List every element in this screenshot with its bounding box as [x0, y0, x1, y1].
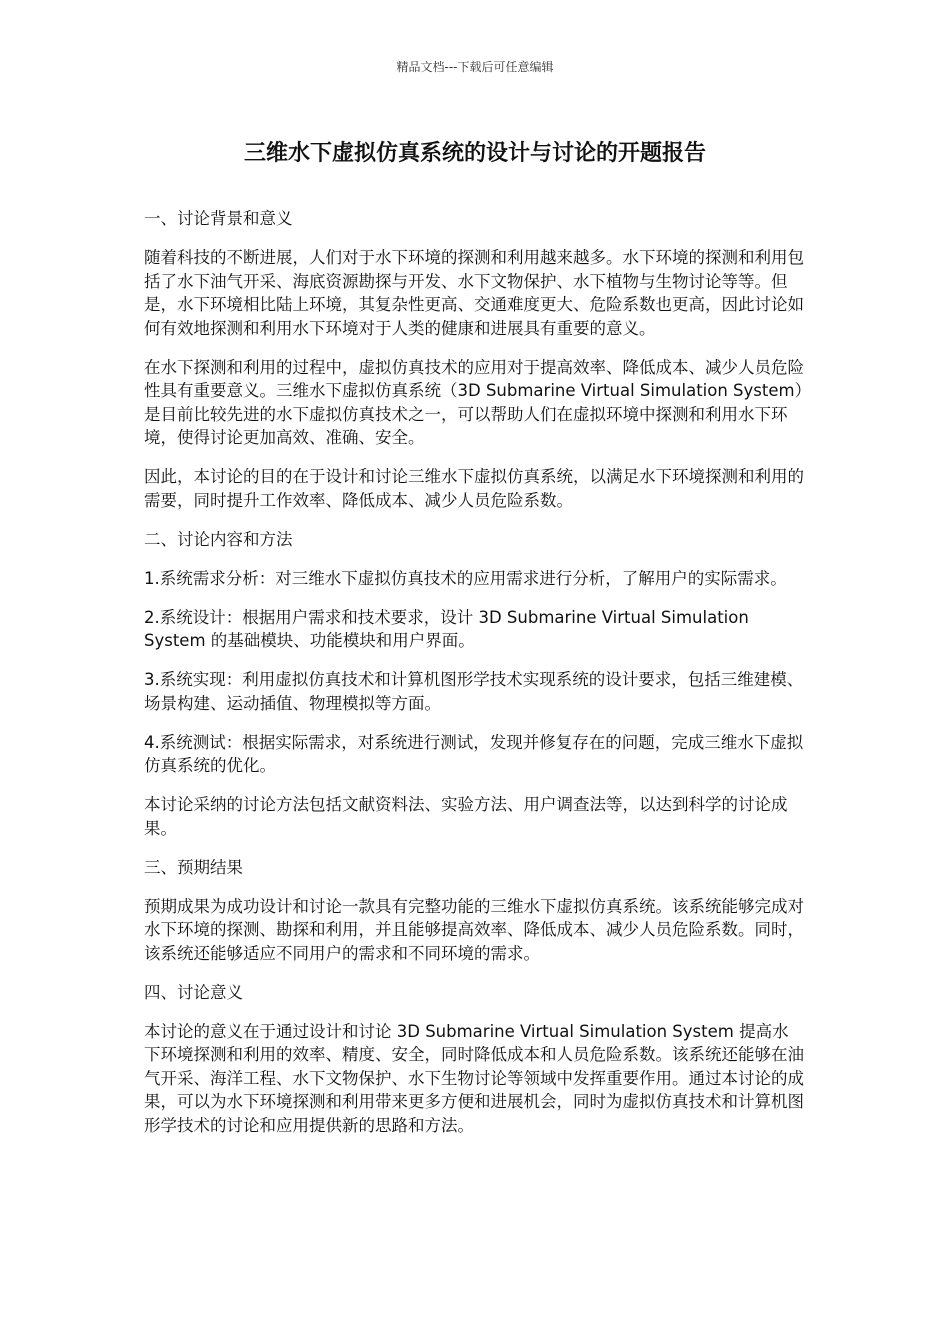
paragraph: 因此，本讨论的目的在于设计和讨论三维水下虚拟仿真系统，以满足水下环境探测和利用的需要，同时提升工作效率、降低成本、减少人员危险系数。 — [144, 467, 804, 510]
list-item: 4.系统测试：根据实际需求，对系统进行测试，发现并修复存在的问题，完成三维水下虚拟仿真系统的优化。 — [144, 732, 804, 775]
section-heading-expected-results: 三、预期结果 — [144, 857, 243, 877]
document-body — [144, 207, 804, 1153]
list-item: 1.系统需求分析：对三维水下虚拟仿真技术的应用需求进行分析，了解用户的实际需求。 — [144, 568, 787, 588]
paragraph: 预期成果为成功设计和讨论一款具有完整功能的三维水下虚拟仿真系统。该系统能够完成对水下环境的探测、勘探和利用，并且能够提高效率、降低成本、减少人员危险系数。同时，该系统还能够适应不同用户的需求和不同环境的需求。 — [144, 896, 804, 963]
section-heading-significance: 四、讨论意义 — [144, 982, 243, 1002]
paragraph: 本讨论采纳的讨论方法包括文献资料法、实验方法、用户调查法等，以达到科学的讨论成果。 — [144, 795, 788, 838]
section-heading-background: 一、讨论背景和意义 — [144, 209, 293, 228]
paragraph: 本讨论的意义在于通过设计和讨论 3D Submarine Virtual Simulation System 提高水下环境探测和利用的效率、精度、安全，同时降低成本和人员危险系数。该系统还能够在油气开采、海洋工程、水下文物保护、水下生物讨论等领域中发挥重要作用。通过本讨论的成果，可以为水下环境探测和利用带来更多方便和进展机会，同时为虚拟仿真技术和计算机图形学技术的讨论和应用提供新的思路和方法。 — [144, 1021, 804, 1135]
section-heading-content-methods: 二、讨论内容和方法 — [144, 529, 293, 549]
paragraph: 随着科技的不断进展，人们对于水下环境的探测和利用越来越多。水下环境的探测和利用包括了水下油气开采、海底资源勘探与开发、水下文物保护、水下植物与生物讨论等等。但是，水下环境相比陆上环境，其复杂性更高、交通难度更大、危险系数也更高，因此讨论如何有效地探测和利用水下环境对于人类的健康和进展具有重要的意义。 — [144, 248, 804, 338]
paragraph: 在水下探测和利用的过程中，虚拟仿真技术的应用对于提高效率、降低成本、减少人员危险性具有重要意义。三维水下虚拟仿真系统（3D Submarine Virtual Simulation System）是目前比较先进的水下虚拟仿真技术之一，可以帮助人们在虚拟环境中探测和利用水下环境，使得讨论更加高效、准确、安全。 — [144, 357, 804, 447]
list-item: 3.系统实现：利用虚拟仿真技术和计算机图形学技术实现系统的设计要求，包括三维建模、场景构建、运动插值、物理模拟等方面。 — [144, 670, 804, 713]
document-title: 三维水下虚拟仿真系统的设计与讨论的开题报告 — [243, 141, 706, 166]
header-note: 精品文档---下载后可任意编辑 — [396, 60, 554, 74]
list-item: 2.系统设计：根据用户需求和技术要求，设计 3D Submarine Virtual Simulation System 的基础模块、功能模块和用户界面。 — [144, 607, 749, 650]
